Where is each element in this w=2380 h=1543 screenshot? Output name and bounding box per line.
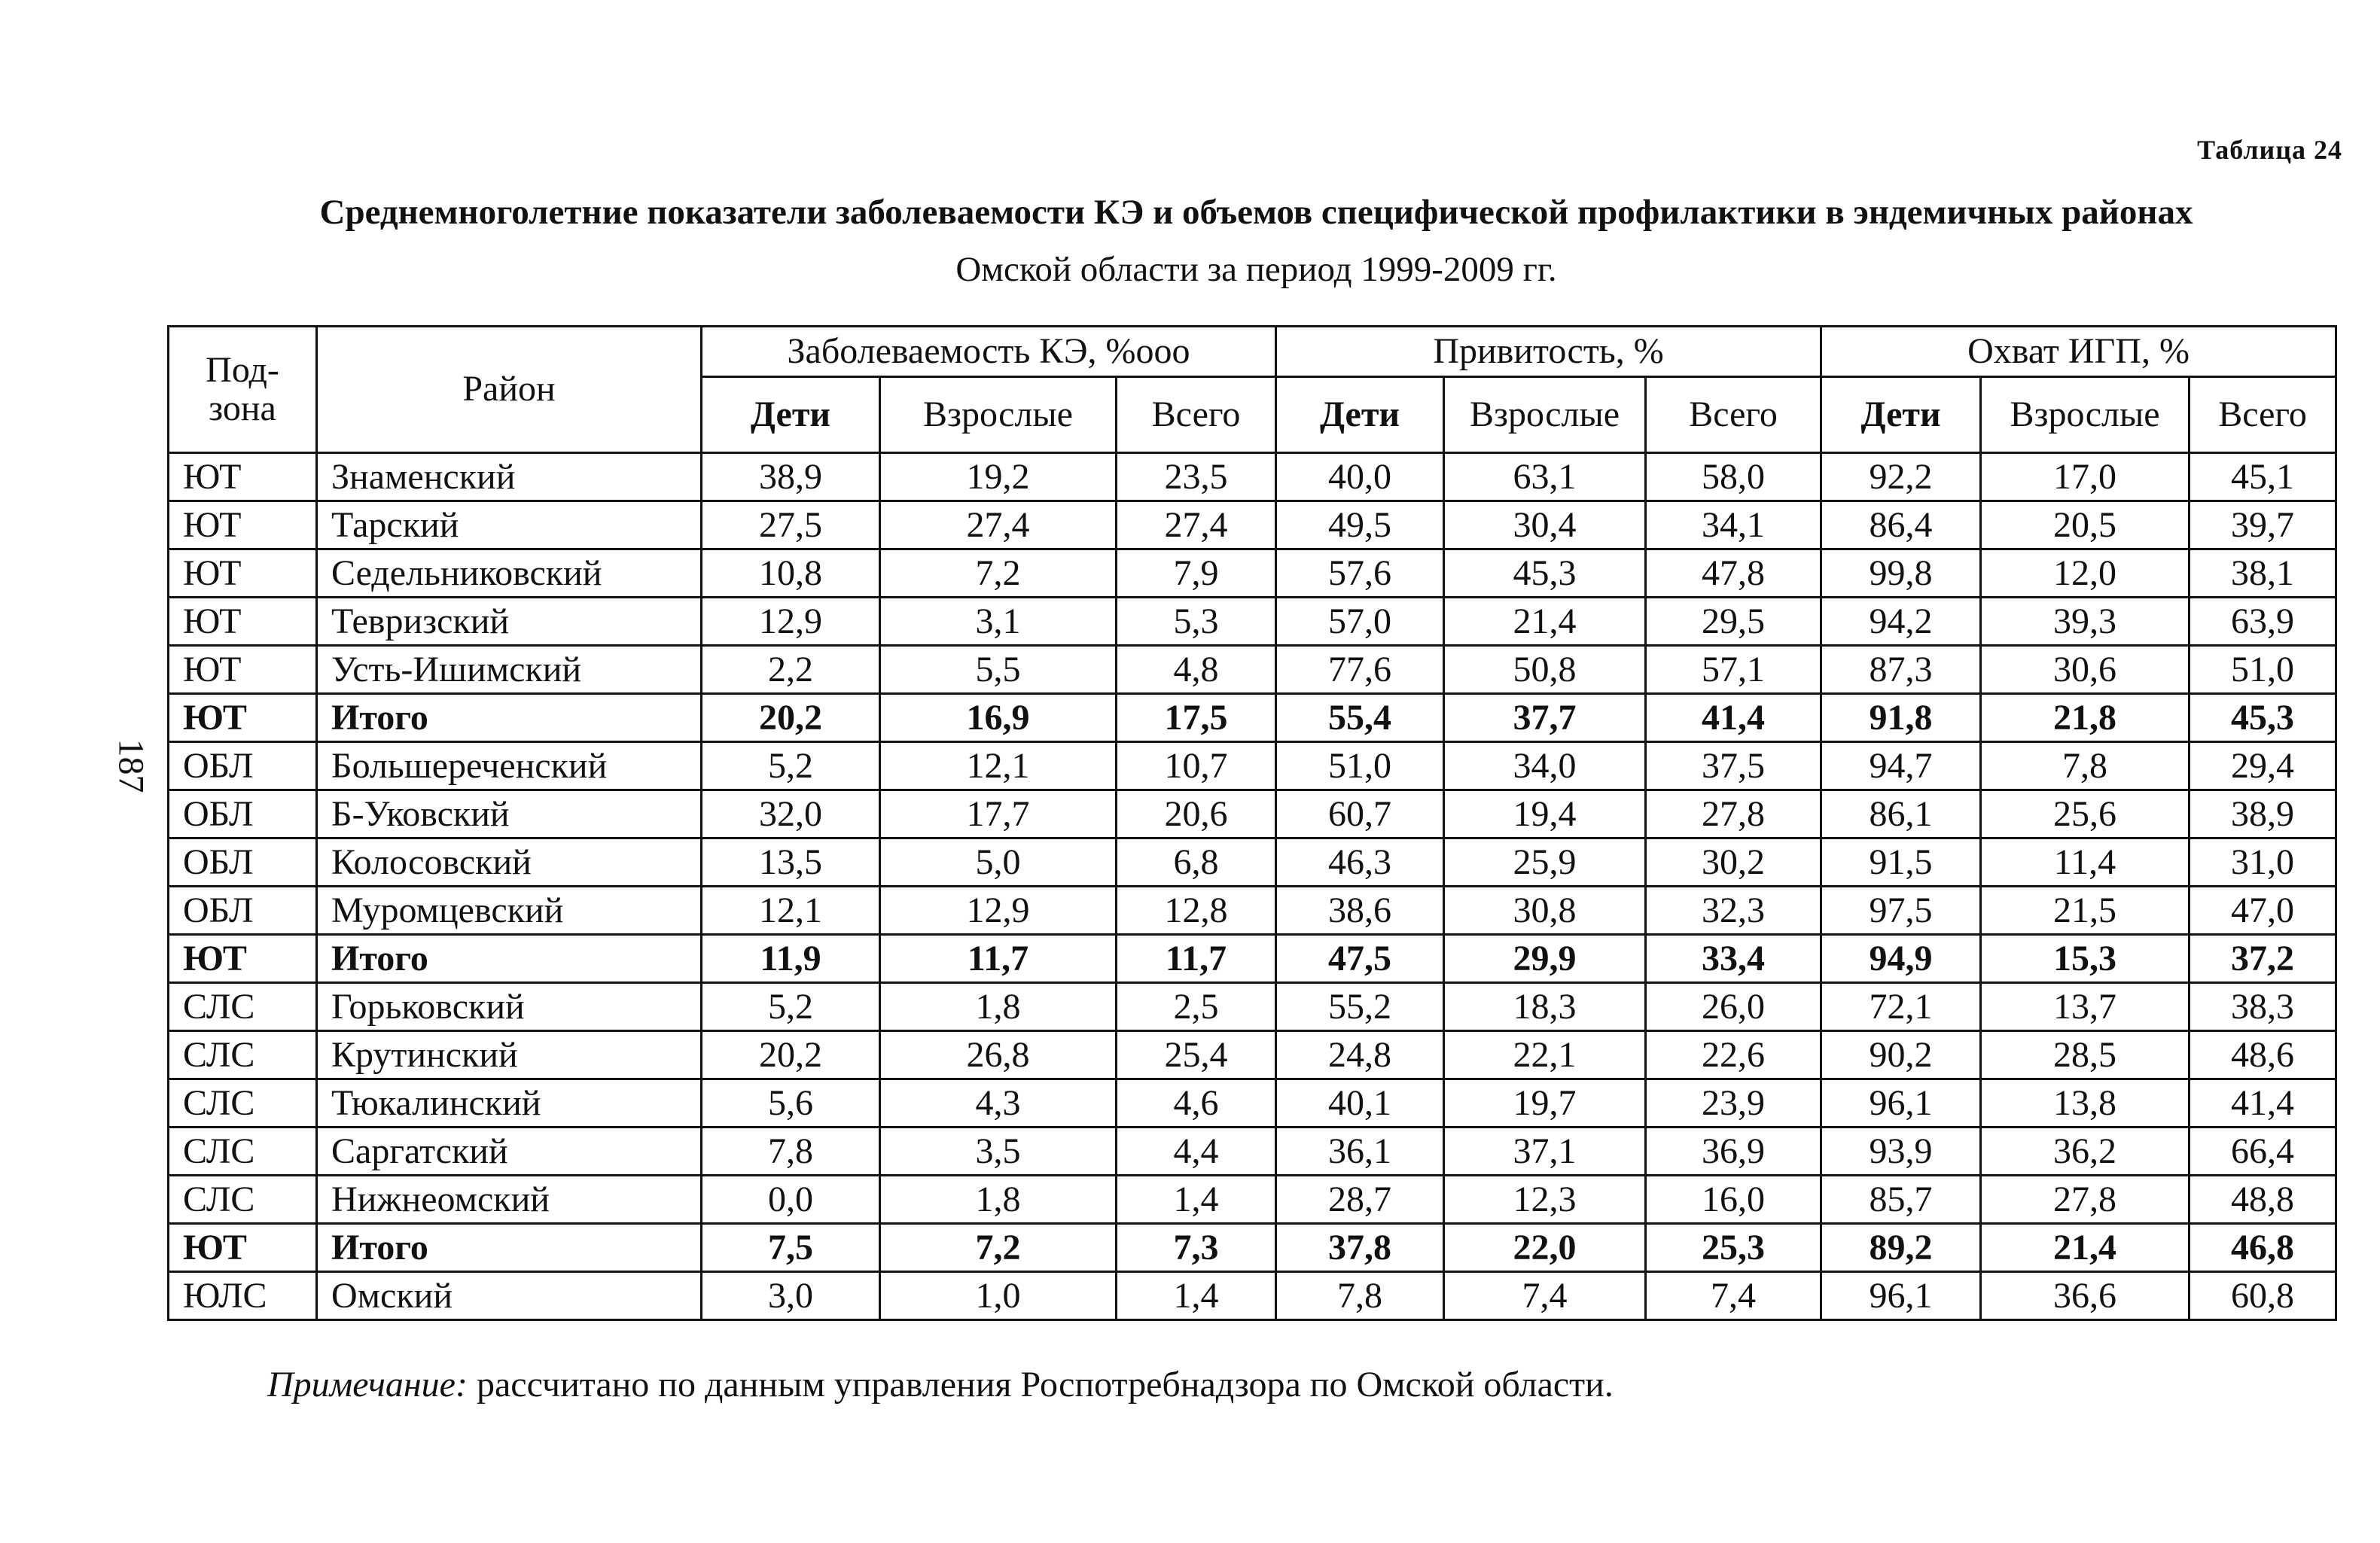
table-note (267, 1364, 1614, 1405)
cell-value: 28,7 (1276, 1176, 1444, 1224)
cell-value: 26,8 (880, 1031, 1117, 1079)
cell-value: 25,4 (1117, 1031, 1276, 1079)
caption-line-1: Среднемноголетние показатели заболеваемости КЭ и объемов специфической профилактики в эндемичных районах (319, 193, 2193, 232)
cell-value: 58,0 (1646, 453, 1821, 501)
table-row-total (169, 694, 2336, 742)
cell-district: Знаменский (317, 453, 702, 501)
header-total: Всего (1646, 377, 1821, 453)
cell-value: 5,3 (1117, 598, 1276, 646)
cell-district: Саргатский (317, 1128, 702, 1176)
cell-value: 96,1 (1821, 1079, 1981, 1128)
cell-value: 11,7 (880, 935, 1117, 983)
cell-value: 20,2 (702, 1031, 880, 1079)
cell-value: 60,8 (2190, 1272, 2336, 1320)
cell-subzone: ЮТ (169, 501, 317, 549)
cell-value: 1,4 (1117, 1176, 1276, 1224)
cell-subzone: ЮТ (169, 694, 317, 742)
table-row (169, 646, 2336, 694)
cell-value: 94,9 (1821, 935, 1981, 983)
cell-value: 47,5 (1276, 935, 1444, 983)
cell-subzone: ОБЛ (169, 790, 317, 838)
cell-value: 94,2 (1821, 598, 1981, 646)
cell-value: 29,9 (1444, 935, 1646, 983)
cell-subzone: ЮТ (169, 935, 317, 983)
cell-value: 28,5 (1981, 1031, 2190, 1079)
table-row (169, 501, 2336, 549)
header-adults: Взрослые (1981, 377, 2190, 453)
table-row (169, 1079, 2336, 1128)
cell-value: 12,9 (702, 598, 880, 646)
page-number: 187 (111, 738, 151, 793)
cell-value: 22,6 (1646, 1031, 1821, 1079)
cell-value: 23,5 (1117, 453, 1276, 501)
cell-value: 32,0 (702, 790, 880, 838)
cell-value: 13,7 (1981, 983, 2190, 1031)
cell-district: Тевризский (317, 598, 702, 646)
table-body (169, 453, 2336, 1320)
cell-value: 49,5 (1276, 501, 1444, 549)
cell-value: 94,7 (1821, 742, 1981, 790)
table-row (169, 549, 2336, 598)
note-text: рассчитано по данным управления Роспотребнадзора по Омской области. (467, 1365, 1614, 1405)
cell-value: 0,0 (702, 1176, 880, 1224)
cell-value: 29,4 (2190, 742, 2336, 790)
cell-district: Итого (317, 1224, 702, 1272)
cell-value: 12,1 (880, 742, 1117, 790)
cell-value: 37,2 (2190, 935, 2336, 983)
cell-value: 30,6 (1981, 646, 2190, 694)
cell-value: 38,9 (2190, 790, 2336, 838)
header-adults: Взрослые (1444, 377, 1646, 453)
cell-value: 4,8 (1117, 646, 1276, 694)
cell-value: 7,9 (1117, 549, 1276, 598)
cell-value: 2,2 (702, 646, 880, 694)
cell-value: 7,2 (880, 1224, 1117, 1272)
cell-value: 17,5 (1117, 694, 1276, 742)
cell-value: 85,7 (1821, 1176, 1981, 1224)
cell-value: 27,8 (1981, 1176, 2190, 1224)
cell-value: 10,8 (702, 549, 880, 598)
cell-value: 63,9 (2190, 598, 2336, 646)
cell-value: 27,8 (1646, 790, 1821, 838)
cell-value: 39,7 (2190, 501, 2336, 549)
cell-value: 57,6 (1276, 549, 1444, 598)
table-row (169, 983, 2336, 1031)
table-row (169, 742, 2336, 790)
cell-value: 12,9 (880, 887, 1117, 935)
cell-value: 20,2 (702, 694, 880, 742)
cell-value: 41,4 (1646, 694, 1821, 742)
cell-value: 57,1 (1646, 646, 1821, 694)
cell-value: 16,0 (1646, 1176, 1821, 1224)
cell-value: 7,8 (1981, 742, 2190, 790)
cell-value: 25,6 (1981, 790, 2190, 838)
cell-value: 46,8 (2190, 1224, 2336, 1272)
cell-value: 17,0 (1981, 453, 2190, 501)
cell-value: 18,3 (1444, 983, 1646, 1031)
cell-value: 27,5 (702, 501, 880, 549)
cell-value: 12,8 (1117, 887, 1276, 935)
cell-value: 27,4 (880, 501, 1117, 549)
cell-district: Усть-Ишимский (317, 646, 702, 694)
header-district: Район (317, 327, 702, 453)
cell-value: 36,6 (1981, 1272, 2190, 1320)
cell-value: 48,8 (2190, 1176, 2336, 1224)
cell-district: Нижнеомский (317, 1176, 702, 1224)
cell-subzone: СЛС (169, 1031, 317, 1079)
cell-district: Большереченский (317, 742, 702, 790)
cell-value: 15,3 (1981, 935, 2190, 983)
cell-value: 3,5 (880, 1128, 1117, 1176)
table-row (169, 887, 2336, 935)
header-adults: Взрослые (880, 377, 1117, 453)
cell-value: 19,7 (1444, 1079, 1646, 1128)
cell-district: Крутинский (317, 1031, 702, 1079)
cell-subzone: ЮТ (169, 646, 317, 694)
table-caption (167, 184, 2345, 298)
header-group-morbidity: Заболеваемость КЭ, %ooo (702, 327, 1276, 377)
table-row (169, 1128, 2336, 1176)
cell-district: Тюкалинский (317, 1079, 702, 1128)
cell-value: 90,2 (1821, 1031, 1981, 1079)
cell-value: 39,3 (1981, 598, 2190, 646)
cell-value: 37,5 (1646, 742, 1821, 790)
cell-value: 11,9 (702, 935, 880, 983)
cell-value: 37,7 (1444, 694, 1646, 742)
cell-value: 5,2 (702, 742, 880, 790)
cell-subzone: СЛС (169, 983, 317, 1031)
cell-value: 66,4 (2190, 1128, 2336, 1176)
cell-value: 22,1 (1444, 1031, 1646, 1079)
cell-value: 34,0 (1444, 742, 1646, 790)
cell-value: 10,7 (1117, 742, 1276, 790)
cell-value: 13,8 (1981, 1079, 2190, 1128)
cell-value: 12,3 (1444, 1176, 1646, 1224)
header-total: Всего (1117, 377, 1276, 453)
cell-value: 38,6 (1276, 887, 1444, 935)
cell-value: 48,6 (2190, 1031, 2336, 1079)
cell-value: 97,5 (1821, 887, 1981, 935)
cell-value: 13,5 (702, 838, 880, 887)
cell-value: 7,4 (1444, 1272, 1646, 1320)
table-row (169, 1031, 2336, 1079)
cell-value: 41,4 (2190, 1079, 2336, 1128)
table-row-total (169, 1224, 2336, 1272)
cell-value: 29,5 (1646, 598, 1821, 646)
cell-district: Колосовский (317, 838, 702, 887)
cell-value: 7,3 (1117, 1224, 1276, 1272)
cell-district: Седельниковский (317, 549, 702, 598)
cell-value: 37,8 (1276, 1224, 1444, 1272)
cell-value: 91,8 (1821, 694, 1981, 742)
cell-value: 38,1 (2190, 549, 2336, 598)
cell-subzone: ЮТ (169, 549, 317, 598)
cell-value: 55,2 (1276, 983, 1444, 1031)
cell-value: 60,7 (1276, 790, 1444, 838)
cell-value: 96,1 (1821, 1272, 1981, 1320)
cell-value: 37,1 (1444, 1128, 1646, 1176)
cell-value: 99,8 (1821, 549, 1981, 598)
cell-value: 7,5 (702, 1224, 880, 1272)
table-row (169, 1272, 2336, 1320)
cell-value: 4,3 (880, 1079, 1117, 1128)
header-group-igp-coverage: Охват ИГП, % (1821, 327, 2336, 377)
cell-value: 20,6 (1117, 790, 1276, 838)
cell-subzone: ОБЛ (169, 838, 317, 887)
cell-value: 86,4 (1821, 501, 1981, 549)
cell-value: 36,9 (1646, 1128, 1821, 1176)
cell-district: Итого (317, 694, 702, 742)
table-row (169, 598, 2336, 646)
cell-value: 30,8 (1444, 887, 1646, 935)
cell-value: 11,7 (1117, 935, 1276, 983)
cell-value: 12,0 (1981, 549, 2190, 598)
cell-value: 24,8 (1276, 1031, 1444, 1079)
cell-value: 16,9 (880, 694, 1117, 742)
cell-value: 33,4 (1646, 935, 1821, 983)
cell-value: 17,7 (880, 790, 1117, 838)
cell-value: 50,8 (1444, 646, 1646, 694)
cell-value: 5,0 (880, 838, 1117, 887)
cell-value: 25,9 (1444, 838, 1646, 887)
cell-subzone: СЛС (169, 1128, 317, 1176)
cell-value: 7,8 (702, 1128, 880, 1176)
header-subzone: Под- зона (169, 327, 317, 453)
cell-value: 34,1 (1646, 501, 1821, 549)
cell-value: 55,4 (1276, 694, 1444, 742)
cell-subzone: ЮТ (169, 598, 317, 646)
cell-value: 7,2 (880, 549, 1117, 598)
cell-value: 36,2 (1981, 1128, 2190, 1176)
cell-value: 72,1 (1821, 983, 1981, 1031)
cell-subzone: ЮЛС (169, 1272, 317, 1320)
cell-value: 51,0 (1276, 742, 1444, 790)
cell-value: 11,4 (1981, 838, 2190, 887)
header-row-groups (169, 327, 2336, 377)
cell-value: 89,2 (1821, 1224, 1981, 1272)
cell-value: 93,9 (1821, 1128, 1981, 1176)
cell-subzone: СЛС (169, 1176, 317, 1224)
cell-value: 38,3 (2190, 983, 2336, 1031)
cell-value: 5,5 (880, 646, 1117, 694)
cell-value: 86,1 (1821, 790, 1981, 838)
cell-district: Муромцевский (317, 887, 702, 935)
cell-value: 23,9 (1646, 1079, 1821, 1128)
cell-value: 3,1 (880, 598, 1117, 646)
cell-value: 38,9 (702, 453, 880, 501)
cell-value: 19,4 (1444, 790, 1646, 838)
cell-value: 20,5 (1981, 501, 2190, 549)
cell-value: 40,0 (1276, 453, 1444, 501)
cell-district: Итого (317, 935, 702, 983)
cell-value: 1,8 (880, 1176, 1117, 1224)
cell-value: 36,1 (1276, 1128, 1444, 1176)
cell-value: 57,0 (1276, 598, 1444, 646)
cell-value: 91,5 (1821, 838, 1981, 887)
cell-value: 45,1 (2190, 453, 2336, 501)
cell-value: 26,0 (1646, 983, 1821, 1031)
cell-value: 21,5 (1981, 887, 2190, 935)
cell-value: 46,3 (1276, 838, 1444, 887)
cell-value: 87,3 (1821, 646, 1981, 694)
cell-value: 2,5 (1117, 983, 1276, 1031)
cell-value: 7,8 (1276, 1272, 1444, 1320)
cell-value: 19,2 (880, 453, 1117, 501)
cell-value: 5,6 (702, 1079, 880, 1128)
header-children: Дети (1276, 377, 1444, 453)
header-group-vaccination: Привитость, % (1276, 327, 1821, 377)
cell-value: 5,2 (702, 983, 880, 1031)
morbidity-table (167, 325, 2337, 1321)
cell-value: 22,0 (1444, 1224, 1646, 1272)
header-children: Дети (1821, 377, 1981, 453)
cell-subzone: СЛС (169, 1079, 317, 1128)
cell-value: 92,2 (1821, 453, 1981, 501)
table-row (169, 1176, 2336, 1224)
table-row (169, 790, 2336, 838)
cell-subzone: ЮТ (169, 1224, 317, 1272)
caption-line-2: Омской области за период 1999-2009 гг. (955, 250, 1557, 289)
cell-value: 45,3 (1444, 549, 1646, 598)
table-row (169, 838, 2336, 887)
cell-subzone: ОБЛ (169, 742, 317, 790)
cell-value: 4,4 (1117, 1128, 1276, 1176)
cell-value: 30,4 (1444, 501, 1646, 549)
cell-value: 77,6 (1276, 646, 1444, 694)
cell-value: 32,3 (1646, 887, 1821, 935)
cell-subzone: ОБЛ (169, 887, 317, 935)
cell-value: 47,0 (2190, 887, 2336, 935)
cell-value: 6,8 (1117, 838, 1276, 887)
cell-value: 25,3 (1646, 1224, 1821, 1272)
cell-district: Горьковский (317, 983, 702, 1031)
table-row (169, 453, 2336, 501)
cell-value: 3,0 (702, 1272, 880, 1320)
cell-value: 45,3 (2190, 694, 2336, 742)
cell-value: 12,1 (702, 887, 880, 935)
cell-value: 51,0 (2190, 646, 2336, 694)
table-number-label: Таблица 24 (2197, 135, 2342, 165)
cell-district: Омский (317, 1272, 702, 1320)
cell-value: 4,6 (1117, 1079, 1276, 1128)
cell-value: 40,1 (1276, 1079, 1444, 1128)
cell-value: 47,8 (1646, 549, 1821, 598)
cell-district: Б-Уковский (317, 790, 702, 838)
cell-value: 21,8 (1981, 694, 2190, 742)
table-row-total (169, 935, 2336, 983)
cell-value: 1,4 (1117, 1272, 1276, 1320)
cell-district: Тарский (317, 501, 702, 549)
header-children: Дети (702, 377, 880, 453)
cell-value: 7,4 (1646, 1272, 1821, 1320)
cell-value: 27,4 (1117, 501, 1276, 549)
cell-value: 21,4 (1444, 598, 1646, 646)
cell-value: 30,2 (1646, 838, 1821, 887)
cell-value: 21,4 (1981, 1224, 2190, 1272)
note-label: Примечание: (267, 1365, 468, 1405)
cell-value: 1,0 (880, 1272, 1117, 1320)
cell-value: 63,1 (1444, 453, 1646, 501)
cell-value: 1,8 (880, 983, 1117, 1031)
cell-value: 31,0 (2190, 838, 2336, 887)
header-total: Всего (2190, 377, 2336, 453)
cell-subzone: ЮТ (169, 453, 317, 501)
